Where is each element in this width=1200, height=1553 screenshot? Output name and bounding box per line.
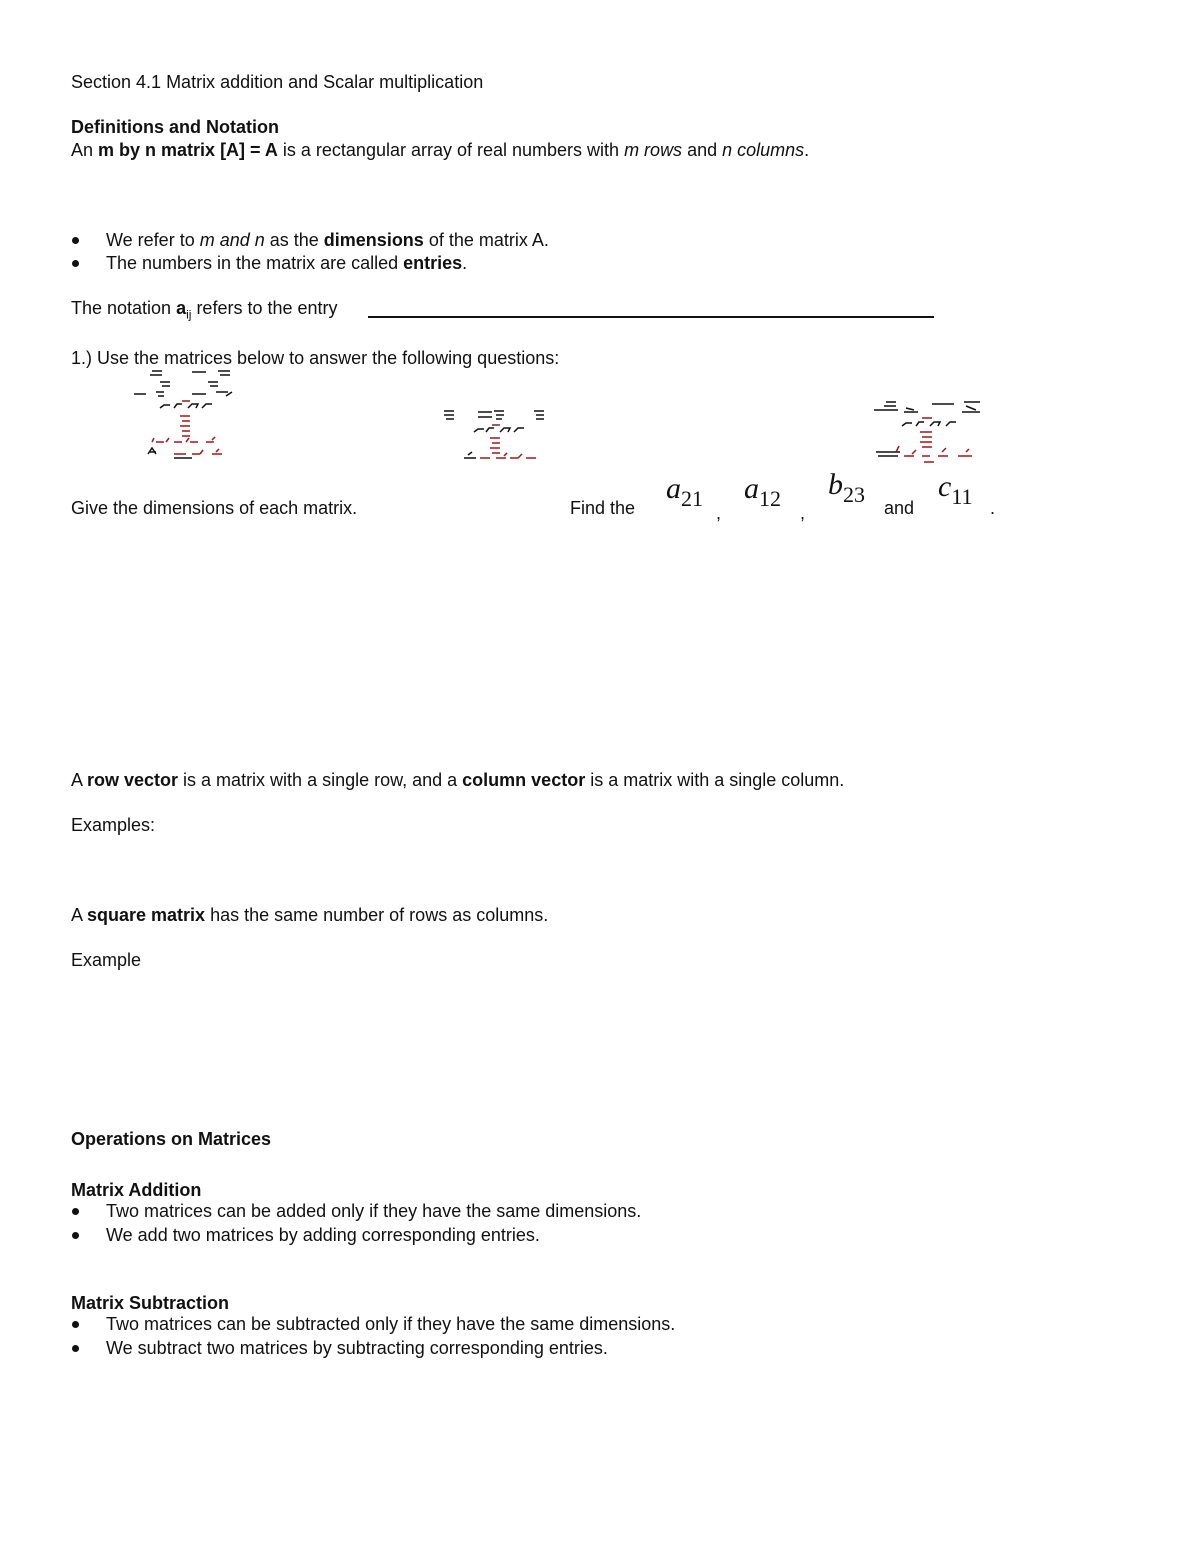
- section-title: Section 4.1 Matrix addition and Scalar multiplication: [71, 72, 484, 92]
- term-a21: [666, 472, 703, 511]
- list-item: Two matrices can be added only if they have the same dimensions.: [106, 1201, 642, 1221]
- period: .: [990, 498, 996, 518]
- term-a12: [744, 472, 781, 511]
- def-text: is a rectangular array of real numbers with: [277, 140, 625, 160]
- def-text: An: [71, 140, 99, 160]
- vec-text: is a matrix with a single column.: [585, 770, 845, 790]
- example-label: Example: [71, 950, 142, 970]
- term-var: c: [938, 470, 952, 503]
- bullet-icon: [72, 1321, 79, 1328]
- matrix-a-image: [130, 368, 240, 463]
- matrix-addition-heading: Matrix Addition: [71, 1180, 202, 1200]
- def-text: .: [804, 140, 810, 160]
- comma: ,: [716, 503, 722, 523]
- term-var: b: [828, 468, 843, 501]
- square-matrix-term: square matrix: [87, 905, 206, 925]
- list-bold: dimensions: [323, 230, 424, 250]
- term-c11: [938, 470, 973, 509]
- answer-blank-line: [368, 316, 934, 318]
- list-bold: entries: [403, 253, 463, 273]
- list-text: We refer to: [106, 230, 200, 250]
- term-var: a: [666, 472, 681, 505]
- vec-text: is a matrix with a single row, and a: [178, 770, 463, 790]
- matrix-definition: [71, 140, 809, 161]
- bullet-icon: [72, 237, 79, 244]
- operations-heading: Operations on Matrices: [71, 1129, 272, 1149]
- list-text: as the: [264, 230, 324, 250]
- give-dimensions-prompt: Give the dimensions of each matrix.: [71, 498, 358, 518]
- vector-definition: [71, 770, 844, 791]
- list-text: .: [462, 253, 468, 273]
- bullet-icon: [72, 1232, 79, 1239]
- term-sub: 23: [843, 482, 865, 507]
- bullet-icon: [72, 1208, 79, 1215]
- examples-label: Examples:: [71, 815, 156, 835]
- def-n-columns: n columns: [722, 140, 805, 160]
- term-var: a: [744, 472, 759, 505]
- list-item: [106, 253, 467, 274]
- matrix-b-image: [438, 405, 553, 465]
- notation-line: [71, 298, 338, 322]
- and-word: and: [884, 498, 915, 518]
- term-sub: 11: [951, 484, 973, 509]
- bullet-icon: [72, 1345, 79, 1352]
- sq-text: A: [71, 905, 88, 925]
- matrix-c-image: [868, 396, 988, 466]
- row-vector-term: row vector: [87, 770, 179, 790]
- list-item: Two matrices can be subtracted only if they have the same dimensions.: [106, 1314, 676, 1334]
- term-sub: 21: [681, 486, 703, 511]
- matrix-subtraction-heading: Matrix Subtraction: [71, 1293, 230, 1313]
- list-text: of the matrix A.: [423, 230, 549, 250]
- question-1: 1.) Use the matrices below to answer the following questions:: [71, 348, 560, 368]
- list-italic: m and n: [199, 230, 265, 250]
- notation-a: a: [176, 298, 187, 318]
- term-b23: [828, 468, 865, 507]
- square-matrix-definition: [71, 905, 548, 926]
- list-text: The numbers in the matrix are called: [106, 253, 404, 273]
- find-the-label: Find the: [570, 498, 636, 518]
- list-item: [106, 230, 549, 251]
- list-item: We add two matrices by adding corresponding entries.: [106, 1225, 540, 1245]
- def-m-rows: m rows: [624, 140, 683, 160]
- def-bold-term: m by n matrix [A] = A: [98, 140, 278, 160]
- comma: ,: [800, 503, 806, 523]
- list-item: We subtract two matrices by subtracting corresponding entries.: [106, 1338, 608, 1358]
- notation-text: refers to the entry: [191, 298, 338, 318]
- sq-text: has the same number of rows as columns.: [205, 905, 549, 925]
- column-vector-term: column vector: [462, 770, 586, 790]
- notation-ij: ij: [186, 307, 192, 322]
- definitions-heading: Definitions and Notation: [71, 117, 279, 137]
- term-sub: 12: [759, 486, 781, 511]
- vec-text: A: [71, 770, 88, 790]
- notation-text: The notation: [71, 298, 177, 318]
- bullet-icon: [72, 260, 79, 267]
- def-text: and: [682, 140, 723, 160]
